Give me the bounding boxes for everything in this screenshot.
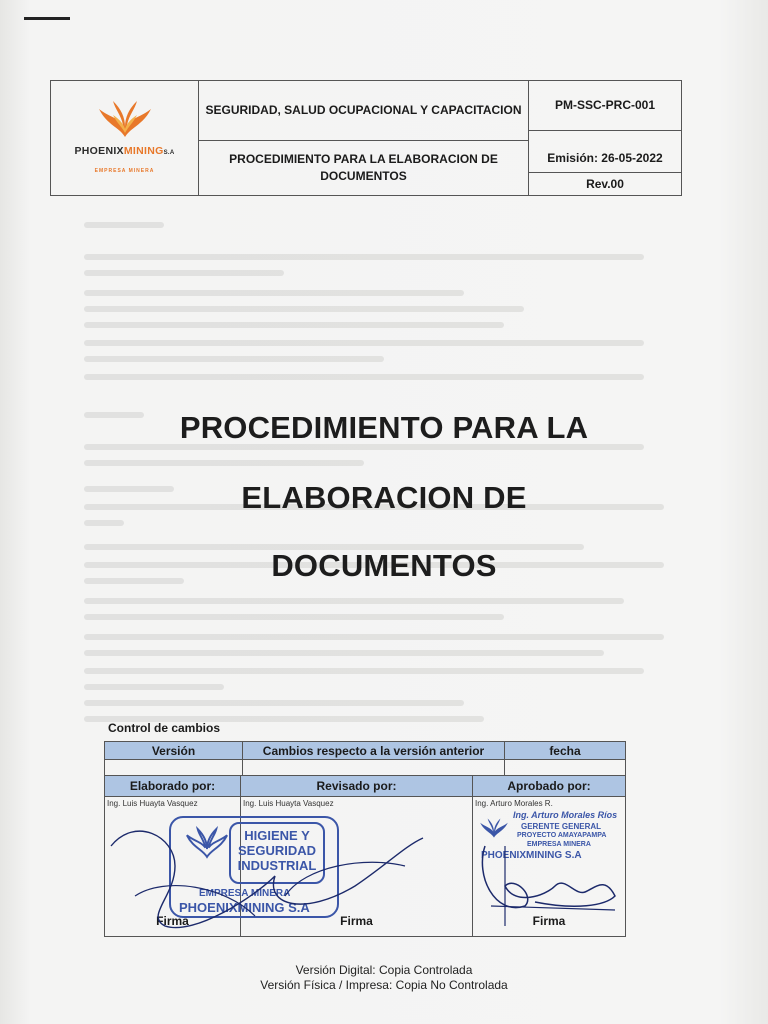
stamp-company-line-2: PHOENIXMINING S.A (179, 900, 310, 915)
hse-line-3: INDUSTRIAL (237, 858, 317, 873)
approver-name: Ing. Arturo Morales R. (475, 799, 553, 808)
document-title: PROCEDIMIENTO PARA LA ELABORACION DE DOCUMENTOS (199, 141, 529, 195)
column-prepared-by: Elaborado por: (105, 776, 241, 797)
hse-line-1: HIGIENE Y (244, 828, 310, 843)
firma-label: Firma (340, 914, 373, 928)
digital-label: Versión Digital: (295, 963, 376, 977)
stamp-company-line-1: EMPRESA MINERA (199, 888, 291, 899)
physical-label: Versión Física / Impresa: (260, 978, 393, 992)
digital-value: Copia Controlada (378, 963, 473, 977)
brand-tagline: EMPRESA MINERA (94, 167, 155, 174)
scan-mark (24, 17, 70, 20)
firma-label: Firma (532, 914, 566, 928)
preparer-name: Ing. Luis Huayta Vasquez (107, 799, 198, 808)
firma-label: Firma (156, 914, 189, 928)
department-name: SEGURIDAD, SALUD OCUPACIONAL Y CAPACITACION (199, 81, 529, 141)
approver-stamp-project: PROYECTO AMAYAPAMPA (517, 832, 607, 839)
approver-stamp-name: Ing. Arturo Morales Ríos (513, 810, 618, 820)
signature-table (104, 775, 626, 937)
column-changes: Cambios respecto a la versión anterior (243, 742, 505, 760)
document-header (50, 80, 682, 196)
column-version: Versión (105, 742, 243, 760)
cover-title-line-3: DOCUMENTOS (271, 548, 497, 583)
phoenix-stamp-icon (181, 826, 233, 860)
approver-stamp-company: EMPRESA MINERA (527, 841, 591, 848)
document-code: PM-SSC-PRC-001 (529, 81, 681, 131)
emission-date: Emisión: 26-05-2022 (529, 131, 681, 173)
approver-stamp-brand: PHOENIXMINING S.A (481, 850, 582, 861)
hse-stamp (229, 822, 325, 884)
footer-physical (0, 978, 768, 992)
approver-stamp-role: GERENTE GENERAL (521, 822, 602, 831)
phoenix-icon (93, 97, 157, 141)
hse-line-2: SEGURIDAD (237, 843, 316, 858)
revision: Rev.00 (586, 176, 624, 191)
company-logo (51, 81, 199, 195)
footer-digital (0, 963, 768, 977)
reviewer-name: Ing. Luis Huayta Vasquez (243, 799, 334, 808)
phoenix-approver-icon (477, 816, 511, 840)
cover-title-line-1: PROCEDIMIENTO PARA LA (179, 410, 589, 445)
column-date: fecha (505, 742, 625, 760)
cover-title-line-2: ELABORACION DE (241, 480, 527, 515)
brand-name: PHOENIXMININGS.A (74, 144, 175, 157)
column-reviewed-by: Revisado por: (241, 776, 473, 797)
change-control-label: Control de cambios (108, 721, 221, 735)
column-approved-by: Aprobado por: (473, 776, 625, 797)
physical-value: Copia No Controlada (395, 978, 508, 992)
